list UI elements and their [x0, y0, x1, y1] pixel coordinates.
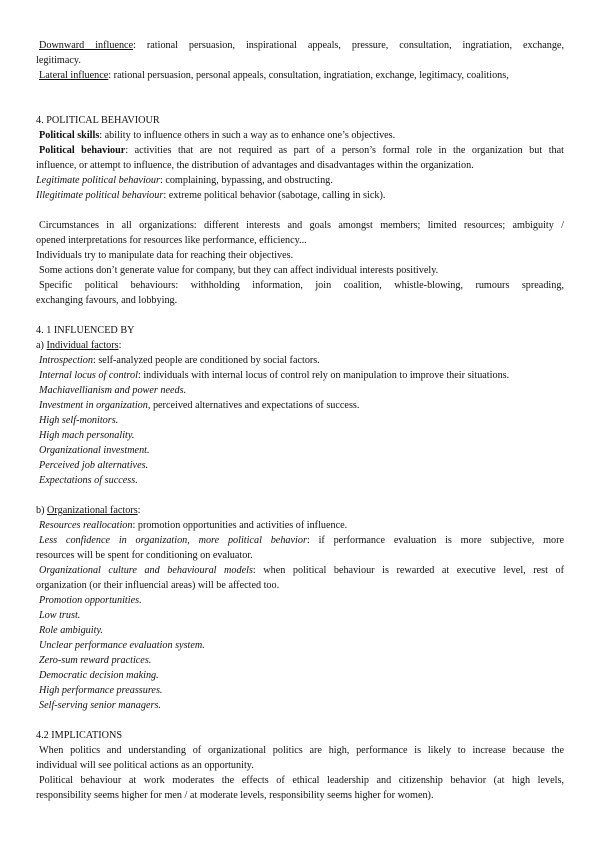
downward-influence-line — [36, 38, 564, 53]
locus-text: : individuals with internal locus of control rely on manipulation to improve their situations. — [137, 370, 510, 381]
investment-text: , perceived alternatives and expectations of success. — [147, 400, 360, 411]
individual-item: Expectations of success. — [39, 475, 138, 486]
less-confidence-cont: resources will be spent for conditioning on evaluator. — [36, 550, 253, 561]
illegitimate-behaviour-line — [36, 188, 564, 203]
document-page — [36, 38, 564, 803]
individual-item: Organizational investment. — [39, 445, 150, 456]
machiavellianism-line: Machiavellianism and power needs. — [39, 385, 187, 396]
individual-factors-colon: : — [118, 340, 122, 351]
organizational-factors-colon: : — [137, 505, 141, 516]
org-item: Unclear performance evaluation system. — [39, 640, 205, 651]
lateral-influence-line — [36, 68, 564, 83]
implications-heading: 4.2 IMPLICATIONS — [36, 730, 123, 741]
organizational-factors-prefix: b) — [36, 505, 48, 516]
org-item: High performance preassures. — [39, 685, 163, 696]
org-item: Democratic decision making. — [39, 670, 159, 681]
individual-item: High self-monitors. — [39, 415, 119, 426]
individual-item: High mach personality. — [39, 430, 135, 441]
organizational-factors-title — [36, 503, 564, 518]
lateral-influence-term: Lateral influence — [39, 70, 109, 81]
reallocation-text: : promotion opportunities and activities of influence. — [132, 520, 348, 531]
implications-p2-cont: responsibility seems higher for men / at moderate levels, responsibility seems higher for women). — [36, 790, 434, 801]
political-behaviour-line — [36, 143, 564, 158]
specific-behaviours-line: Specific political behaviours: withholding information, join coalition, whistle-blowing, rumours spreading, — [39, 280, 564, 291]
legitimate-behaviour-line — [36, 173, 564, 188]
implications-p2-line: Political behaviour at work moderates the effects of ethical leadership and citizenship behavior (at high levels, — [39, 775, 564, 786]
downward-influence-text: : rational persuasion, inspirational appeals, pressure, consultation, ingratiation, exchange, — [133, 40, 564, 51]
manipulate-line: Individuals try to manipulate data for reaching their objectives. — [36, 250, 294, 261]
org-item: Self-serving senior managers. — [39, 700, 161, 711]
implications-p1-cont: individual will see political actions as an opportunity. — [36, 760, 254, 771]
individual-factors-label: Individual factors — [46, 340, 119, 351]
less-confidence-term: Less confidence in organization, more political behavior — [39, 535, 307, 546]
downward-influence-cont: legitimacy. — [36, 55, 81, 66]
value-line: Some actions don’t generate value for company, but they can affect individual interests positively. — [39, 265, 439, 276]
org-item: Zero-sum reward practices. — [39, 655, 152, 666]
investment-term: Investment in organization — [39, 400, 148, 411]
introspection-line — [36, 353, 564, 368]
lateral-influence-text: : rational persuasion, personal appeals, consultation, ingratiation, exchange, legitimacy, coalitions, — [108, 70, 509, 81]
culture-cont: organization (or their influencial areas) will be affected too. — [36, 580, 280, 591]
locus-line — [36, 368, 564, 383]
org-item: Role ambiguity. — [39, 625, 103, 636]
org-item: Promotion opportunities. — [39, 595, 142, 606]
influenced-by-heading: 4. 1 INFLUENCED BY — [36, 325, 135, 336]
individual-factors-prefix: a) — [36, 340, 47, 351]
circumstances-line: Circumstances in all organizations: different interests and goals amongst members; limited resources; ambiguity / — [39, 220, 564, 231]
introspection-term: Introspection — [39, 355, 93, 366]
org-item: Low trust. — [39, 610, 81, 621]
less-confidence-line — [36, 533, 564, 548]
culture-text: : when political behaviour is rewarded at executive level, rest of — [252, 565, 564, 576]
political-behaviour-heading: 4. POLITICAL BEHAVIOUR — [36, 115, 160, 126]
legitimate-behaviour-text: : complaining, bypassing, and obstructing. — [159, 175, 333, 186]
political-skills-text: : ability to influence others in such a way as to enhance one’s objectives. — [99, 130, 396, 141]
reallocation-line — [36, 518, 564, 533]
culture-line — [36, 563, 564, 578]
illegitimate-behaviour-term: Illegitimate political behaviour — [36, 190, 164, 201]
political-skills-term: Political skills — [39, 130, 100, 141]
illegitimate-behaviour-text: : extreme political behavior (sabotage, calling in sick). — [163, 190, 386, 201]
legitimate-behaviour-term: Legitimate political behaviour — [36, 175, 160, 186]
culture-term: Organizational culture and behavioural models — [39, 565, 253, 576]
organizational-factors-label: Organizational factors — [47, 505, 138, 516]
individual-factors-title — [36, 338, 564, 353]
less-confidence-text: : if performance evaluation is more subjective, more — [306, 535, 564, 546]
implications-p1-line: When politics and understanding of organizational politics are high, performance is likely to increase because the — [39, 745, 564, 756]
downward-influence-term: Downward influence — [39, 40, 134, 51]
introspection-text: : self-analyzed people are conditioned by social factors. — [92, 355, 320, 366]
specific-behaviours-cont: exchanging favours, and lobbying. — [36, 295, 178, 306]
individual-item: Perceived job alternatives. — [39, 460, 149, 471]
political-behaviour-term: Political behaviour — [39, 145, 126, 156]
political-skills-line — [36, 128, 564, 143]
investment-line — [36, 398, 564, 413]
circumstances-cont: opened interpretations for resources like performance, efficiency... — [36, 235, 307, 246]
locus-term: Internal locus of control — [39, 370, 138, 381]
political-behaviour-text: : activities that are not required as part of a person’s formal role in the organization but that — [125, 145, 564, 156]
political-behaviour-cont: influence, or attempt to influence, the distribution of advantages and disadvantages within the organization. — [36, 160, 474, 171]
reallocation-term: Resources reallocation — [39, 520, 133, 531]
